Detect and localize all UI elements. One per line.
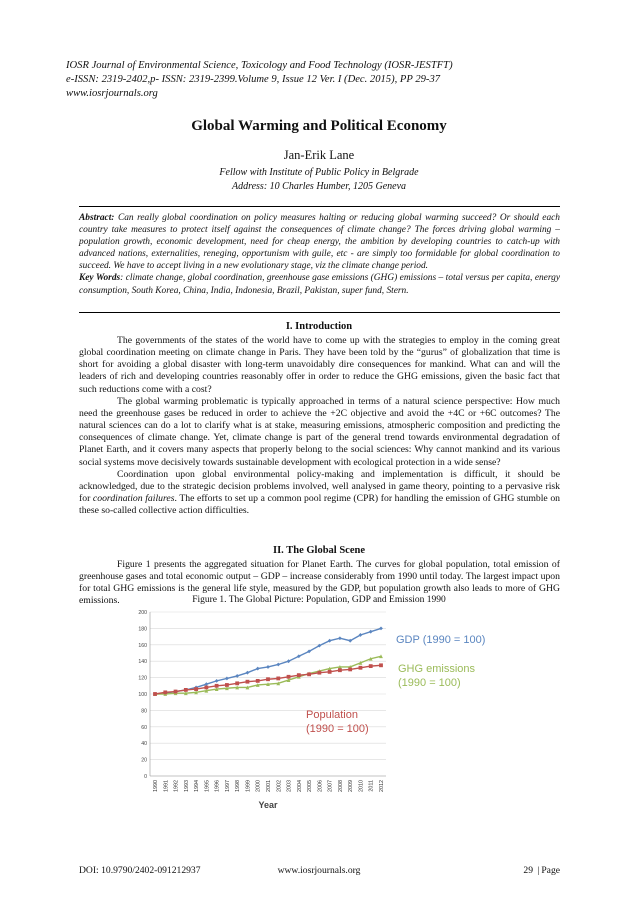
- series-0-point-1995: [204, 682, 208, 686]
- x-tick-label-1995: 1995: [204, 780, 211, 792]
- series-2-point-2007: [328, 670, 332, 674]
- series-0-point-1998: [235, 674, 239, 678]
- series-2-point-2012: [379, 663, 383, 667]
- series-2-point-1995: [204, 686, 208, 690]
- series-label-0-line-0: GDP (1990 = 100): [396, 634, 486, 646]
- series-2-point-2001: [266, 677, 270, 681]
- abstract-bottom-rule: [79, 312, 560, 313]
- series-0-point-2012: [379, 627, 383, 631]
- series-2-point-2006: [317, 671, 321, 675]
- y-tick-label-20: 20: [141, 757, 147, 764]
- y-tick-label-200: 200: [138, 610, 147, 616]
- x-tick-label-2011: 2011: [368, 780, 375, 792]
- y-tick-label-180: 180: [138, 626, 147, 633]
- series-0-point-2011: [369, 630, 373, 634]
- journal-header: [66, 59, 586, 101]
- series-2-point-2009: [348, 668, 352, 672]
- journal-name: IOSR Journal of Environmental Science, Toxicology and Food Technology (IOSR-JESTFT): [66, 60, 453, 71]
- series-2-point-1993: [184, 688, 188, 692]
- x-tick-label-2006: 2006: [317, 780, 324, 792]
- author-address: Address: 10 Charles Humber, 1205 Geneva: [231, 181, 407, 192]
- paper-title: Global Warming and Political Economy: [191, 118, 447, 134]
- series-2-point-1997: [225, 683, 229, 687]
- y-tick-label-160: 160: [138, 642, 147, 649]
- x-axis-title: Year: [258, 800, 278, 810]
- series-2-point-1992: [174, 690, 178, 694]
- y-tick-label-60: 60: [141, 724, 147, 731]
- series-0-point-1996: [215, 679, 219, 683]
- series-2-point-2010: [359, 666, 363, 670]
- footer-doi: DOI: 10.9790/2402-091212937: [79, 865, 201, 876]
- abstract-label: Abstract:: [79, 213, 115, 223]
- intro-p3-part1: Coordination upon global environmental policy-making and implementation is difficult, it should be acknowledged, due to the strategic decision problems involved, well analysed in game theory, pointing to a pervasive risk for: [79, 468, 560, 505]
- footer-page-label: Page: [541, 865, 560, 876]
- series-2-point-2005: [307, 672, 311, 676]
- series-2-point-2004: [297, 673, 301, 677]
- x-tick-label-1990: 1990: [153, 780, 159, 792]
- footer-page-number: 29: [523, 865, 534, 876]
- x-tick-label-1993: 1993: [183, 780, 190, 792]
- series-2-point-1998: [235, 681, 239, 685]
- series-label-2-line-1: (1990 = 100): [306, 723, 369, 735]
- series-2-point-1999: [246, 680, 250, 684]
- footer-page: 29 | Page: [523, 865, 560, 876]
- keywords-text: : climate change, global coordination, greenhouse gase emissions (GHG) emissions – total versus per capita, energy consumption, South Korea, China, India, Indonesia, Brazil, Pakistan, super fund, Stern.: [79, 273, 560, 296]
- series-2-point-2008: [338, 668, 342, 672]
- series-2-point-1994: [194, 687, 198, 691]
- intro-p3-part2: . The efforts to set up a common pool regime (CPR) for handling the emission of GHG stumble on these so-called collective action difficulties.: [79, 493, 561, 517]
- journal-website[interactable]: www.iosrjournals.org: [66, 88, 158, 99]
- intro-paragraph-3: [79, 469, 560, 518]
- x-tick-label-2003: 2003: [286, 780, 293, 792]
- series-0-point-1997: [225, 677, 229, 681]
- y-tick-label-80: 80: [141, 708, 147, 715]
- x-tick-label-1991: 1991: [163, 780, 170, 792]
- series-0-point-2000: [256, 667, 260, 671]
- figure-caption: Figure 1. The Global Picture: Population, GDP and Emission 1990: [192, 595, 446, 605]
- series-2-point-2000: [256, 679, 260, 683]
- x-tick-label-2008: 2008: [337, 780, 344, 792]
- series-2-point-1990: [153, 692, 157, 696]
- footer-website[interactable]: www.iosrjournals.org: [277, 865, 361, 876]
- section-heading-global-scene: II. The Global Scene: [273, 545, 365, 556]
- abstract-text: Can really global coordination on policy measures halting or reducing global warming succeed? Or should each country take measures to protect itself against the consequences of climate change? The forces driving global warming – population growth, economic development, need for cheap energy, the ambition by developing countries to catch-up with advanced nations, externalities, reneging, opportunism with guile, etc - are simply too formidable for global coordination to succeed. We have to accept living in a new evolutionary stage, viz the climate change period.: [79, 213, 560, 272]
- abstract: [79, 212, 560, 297]
- series-label-2-line-0: Population: [306, 709, 358, 721]
- x-tick-label-1992: 1992: [173, 780, 180, 792]
- y-tick-label-140: 140: [138, 659, 147, 666]
- abstract-top-rule: [79, 206, 560, 207]
- intro-paragraph-1: The governments of the states of the world have to come up with the strategies to employ in the coming great global coordination meeting on climate change in Paris. They have been told by the “gurus” of globalization that time is short for avoiding a global disaster with long-term unavoidably dire consequences for mankind. What can and will the leaders of rich and developing countries reasonably offer in order to reduce the GHG emissions, given the basic fact that such reductions come with a cost?: [79, 335, 560, 395]
- series-label-1-line-0: GHG emissions: [398, 663, 476, 675]
- y-tick-label-100: 100: [138, 692, 147, 698]
- x-tick-label-2004: 2004: [296, 780, 303, 792]
- x-tick-label-1997: 1997: [224, 780, 231, 792]
- series-0-point-2001: [266, 665, 270, 669]
- x-tick-label-2012: 2012: [379, 780, 385, 792]
- author-affiliation-block: [0, 166, 638, 194]
- x-tick-label-2001: 2001: [266, 780, 272, 792]
- x-tick-label-2002: 2002: [276, 780, 283, 792]
- journal-issn: e-ISSN: 2319-2402,p- ISSN: 2319-2399.Volume 9, Issue 12 Ver. I (Dec. 2015), PP 29-37: [66, 74, 441, 85]
- series-0-point-2008: [338, 636, 342, 640]
- author-affiliation: Fellow with Institute of Public Policy in Belgrade: [219, 167, 419, 178]
- series-label-1-line-1: (1990 = 100): [398, 677, 461, 689]
- section-heading-introduction: I. Introduction: [285, 321, 353, 332]
- x-tick-label-1999: 1999: [245, 780, 252, 792]
- series-2-point-1996: [215, 684, 219, 688]
- series-2-point-2002: [276, 677, 280, 681]
- series-line-1: [155, 656, 381, 694]
- introduction-body: [79, 335, 560, 517]
- x-tick-label-1996: 1996: [214, 780, 221, 792]
- global-scene-paragraph-1: Figure 1 presents the aggregated situation for Planet Earth. The curves for global population, total emission of greenhouse gases and total economic output – GDP – increase considerably from 1990 until today. The largest impact upon for total GHG emissions is the general life style, measured by the GDP, but population growth also leads to more of GHG emissions.: [79, 559, 560, 607]
- paper-author: Jan-Erik Lane: [283, 148, 355, 162]
- x-tick-label-2007: 2007: [327, 780, 334, 792]
- series-2-point-2011: [369, 664, 373, 668]
- x-tick-label-2000: 2000: [255, 780, 262, 792]
- keywords-label: Key Words: [79, 273, 121, 284]
- intro-p3-emphasis: coordination failures: [92, 493, 175, 505]
- x-tick-label-2005: 2005: [307, 780, 314, 792]
- series-2-point-1991: [163, 690, 167, 694]
- x-tick-label-2010: 2010: [358, 780, 365, 792]
- series-0-point-2002: [276, 663, 280, 667]
- y-tick-label-40: 40: [141, 741, 147, 748]
- series-2-point-2003: [287, 675, 291, 679]
- figure-1-line-chart: [126, 604, 528, 814]
- x-tick-label-1998: 1998: [235, 780, 242, 792]
- y-tick-label-0: 0: [144, 774, 147, 780]
- series-0-point-1999: [246, 671, 250, 675]
- x-tick-label-1994: 1994: [194, 780, 201, 792]
- x-tick-label-2009: 2009: [348, 780, 355, 792]
- y-tick-label-120: 120: [138, 675, 147, 682]
- intro-paragraph-2: The global warming problematic is typically approached in terms of a natural science perspective: How much need the greenhouse gases be reduced in order to achieve the +2C objective and avoid the +4C or +6C outcomes? The natural sciences can do a lot to clarify what is at stake, measuring emissions, atmospheric composition and predicting the consequences of climate change. Yet, climate change is part of the general trend towards environmental degradation of Planet Earth, and it covers many aspects that properly belong to the social sciences: Why cannot mankind and its various social systems move decisively towards sustainable development with ecological protection in a wide sense?: [79, 395, 560, 468]
